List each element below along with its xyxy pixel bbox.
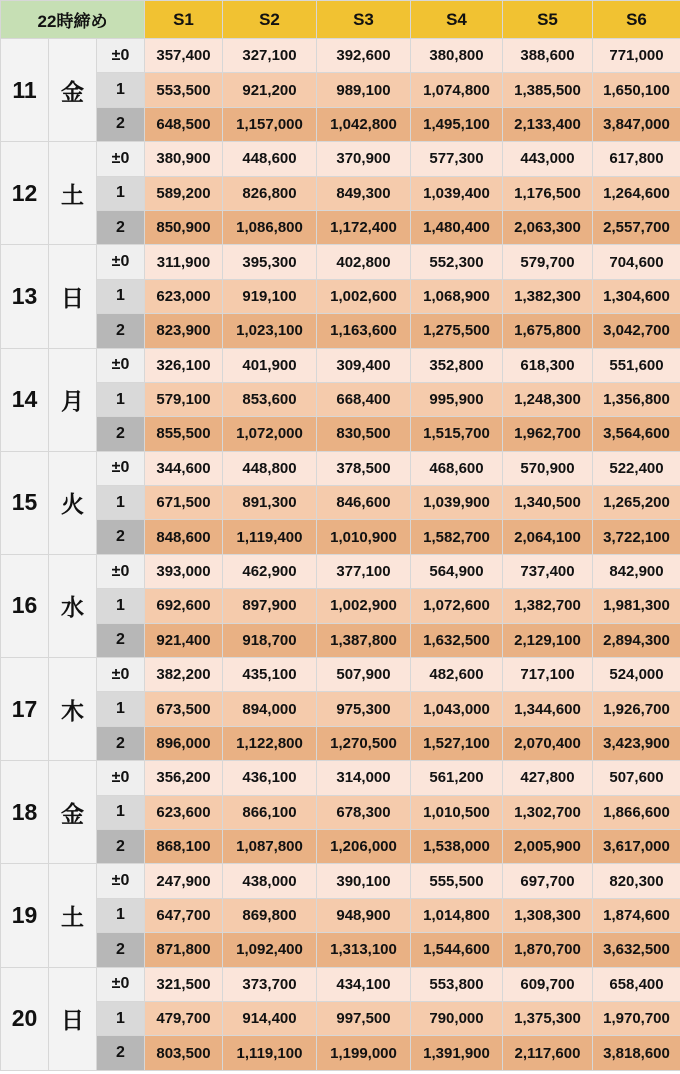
table-row (1, 864, 680, 898)
value-cell: 997,500 (317, 1001, 411, 1035)
day-of-week: 火 (49, 451, 97, 554)
level-label: 2 (97, 933, 145, 967)
value-cell: 894,000 (223, 692, 317, 726)
table-row (1, 382, 680, 416)
value-cell: 1,265,200 (593, 486, 680, 520)
value-cell: 948,900 (317, 898, 411, 932)
value-cell: 2,894,300 (593, 623, 680, 657)
value-cell: 570,900 (503, 451, 593, 485)
level-label: ±0 (97, 554, 145, 588)
value-cell: 896,000 (145, 726, 223, 760)
value-cell: 1,962,700 (503, 417, 593, 451)
value-cell: 849,300 (317, 176, 411, 210)
level-label: 2 (97, 1036, 145, 1070)
column-header-s4: S4 (411, 1, 503, 39)
value-cell: 327,100 (223, 39, 317, 73)
value-cell: 919,100 (223, 279, 317, 313)
value-cell: 482,600 (411, 658, 503, 692)
value-cell: 373,700 (223, 967, 317, 1001)
value-cell: 3,847,000 (593, 107, 680, 141)
value-cell: 1,391,900 (411, 1036, 503, 1070)
value-cell: 553,500 (145, 73, 223, 107)
value-cell: 3,042,700 (593, 314, 680, 348)
column-header-s1: S1 (145, 1, 223, 39)
value-cell: 1,199,000 (317, 1036, 411, 1070)
value-cell: 1,275,500 (411, 314, 503, 348)
value-cell: 1,014,800 (411, 898, 503, 932)
value-cell: 552,300 (411, 245, 503, 279)
day-number: 19 (1, 864, 49, 967)
level-label: 1 (97, 589, 145, 623)
table-row (1, 176, 680, 210)
level-label: 2 (97, 623, 145, 657)
value-cell: 314,000 (317, 761, 411, 795)
value-cell: 1,122,800 (223, 726, 317, 760)
level-label: 2 (97, 520, 145, 554)
table-row (1, 967, 680, 1001)
value-cell: 401,900 (223, 348, 317, 382)
value-cell: 1,495,100 (411, 107, 503, 141)
level-label: 1 (97, 73, 145, 107)
value-cell: 826,800 (223, 176, 317, 210)
value-cell: 771,000 (593, 39, 680, 73)
value-cell: 1,582,700 (411, 520, 503, 554)
value-cell: 1,002,900 (317, 589, 411, 623)
value-cell: 443,000 (503, 142, 593, 176)
value-cell: 921,400 (145, 623, 223, 657)
table-row (1, 107, 680, 141)
value-cell: 891,300 (223, 486, 317, 520)
value-cell: 1,172,400 (317, 210, 411, 244)
value-cell: 704,600 (593, 245, 680, 279)
value-cell: 1,970,700 (593, 1001, 680, 1035)
value-cell: 866,100 (223, 795, 317, 829)
value-cell: 1,313,100 (317, 933, 411, 967)
day-of-week: 土 (49, 142, 97, 245)
level-label: 2 (97, 829, 145, 863)
table-row (1, 658, 680, 692)
value-cell: 357,400 (145, 39, 223, 73)
table-row (1, 73, 680, 107)
value-cell: 555,500 (411, 864, 503, 898)
value-cell: 918,700 (223, 623, 317, 657)
day-number: 11 (1, 39, 49, 142)
table-row (1, 726, 680, 760)
value-cell: 1,176,500 (503, 176, 593, 210)
value-cell: 427,800 (503, 761, 593, 795)
value-cell: 868,100 (145, 829, 223, 863)
value-cell: 1,340,500 (503, 486, 593, 520)
value-cell: 1,248,300 (503, 382, 593, 416)
value-cell: 1,092,400 (223, 933, 317, 967)
value-cell: 618,300 (503, 348, 593, 382)
value-cell: 1,074,800 (411, 73, 503, 107)
value-cell: 823,900 (145, 314, 223, 348)
value-cell: 1,870,700 (503, 933, 593, 967)
day-number: 13 (1, 245, 49, 348)
value-cell: 553,800 (411, 967, 503, 1001)
value-cell: 434,100 (317, 967, 411, 1001)
value-cell: 448,800 (223, 451, 317, 485)
value-cell: 850,900 (145, 210, 223, 244)
level-label: 2 (97, 314, 145, 348)
value-cell: 609,700 (503, 967, 593, 1001)
value-cell: 803,500 (145, 1036, 223, 1070)
value-cell: 479,700 (145, 1001, 223, 1035)
table-row (1, 589, 680, 623)
column-header-s5: S5 (503, 1, 593, 39)
value-cell: 1,527,100 (411, 726, 503, 760)
level-label: 1 (97, 176, 145, 210)
column-header-s6: S6 (593, 1, 680, 39)
table-row (1, 279, 680, 313)
value-cell: 1,119,100 (223, 1036, 317, 1070)
value-cell: 1,163,600 (317, 314, 411, 348)
day-of-week: 金 (49, 761, 97, 864)
value-cell: 855,500 (145, 417, 223, 451)
value-cell: 869,800 (223, 898, 317, 932)
value-cell: 2,063,300 (503, 210, 593, 244)
value-cell: 2,064,100 (503, 520, 593, 554)
value-cell: 390,100 (317, 864, 411, 898)
level-label: ±0 (97, 451, 145, 485)
level-label: 1 (97, 486, 145, 520)
day-of-week: 水 (49, 554, 97, 657)
value-cell: 561,200 (411, 761, 503, 795)
table-row (1, 348, 680, 382)
value-cell: 921,200 (223, 73, 317, 107)
value-cell: 1,344,600 (503, 692, 593, 726)
value-cell: 1,874,600 (593, 898, 680, 932)
value-cell: 623,600 (145, 795, 223, 829)
value-cell: 1,010,900 (317, 520, 411, 554)
value-cell: 378,500 (317, 451, 411, 485)
value-cell: 380,800 (411, 39, 503, 73)
header-row (1, 1, 680, 39)
value-cell: 617,800 (593, 142, 680, 176)
value-cell: 678,300 (317, 795, 411, 829)
value-cell: 671,500 (145, 486, 223, 520)
value-cell: 1,650,100 (593, 73, 680, 107)
value-cell: 579,100 (145, 382, 223, 416)
table-row (1, 795, 680, 829)
value-cell: 3,722,100 (593, 520, 680, 554)
value-cell: 436,100 (223, 761, 317, 795)
level-label: 1 (97, 382, 145, 416)
value-cell: 352,800 (411, 348, 503, 382)
value-cell: 3,564,600 (593, 417, 680, 451)
value-cell: 1,087,800 (223, 829, 317, 863)
value-cell: 551,600 (593, 348, 680, 382)
level-label: 1 (97, 898, 145, 932)
column-header-s2: S2 (223, 1, 317, 39)
table-row (1, 761, 680, 795)
value-cell: 311,900 (145, 245, 223, 279)
value-cell: 507,900 (317, 658, 411, 692)
value-cell: 247,900 (145, 864, 223, 898)
value-cell: 1,382,700 (503, 589, 593, 623)
value-cell: 995,900 (411, 382, 503, 416)
value-cell: 871,800 (145, 933, 223, 967)
day-number: 16 (1, 554, 49, 657)
value-cell: 388,600 (503, 39, 593, 73)
table-row (1, 245, 680, 279)
value-cell: 524,000 (593, 658, 680, 692)
value-cell: 2,117,600 (503, 1036, 593, 1070)
day-number: 12 (1, 142, 49, 245)
level-label: ±0 (97, 39, 145, 73)
column-header-s3: S3 (317, 1, 411, 39)
value-cell: 1,538,000 (411, 829, 503, 863)
table-row (1, 417, 680, 451)
value-cell: 1,270,500 (317, 726, 411, 760)
table-row (1, 486, 680, 520)
value-cell: 2,557,700 (593, 210, 680, 244)
value-cell: 1,086,800 (223, 210, 317, 244)
value-cell: 897,900 (223, 589, 317, 623)
table-row (1, 314, 680, 348)
value-cell: 1,206,000 (317, 829, 411, 863)
value-cell: 393,000 (145, 554, 223, 588)
value-cell: 377,100 (317, 554, 411, 588)
value-cell: 673,500 (145, 692, 223, 726)
value-cell: 589,200 (145, 176, 223, 210)
value-cell: 438,000 (223, 864, 317, 898)
value-cell: 2,070,400 (503, 726, 593, 760)
level-label: 2 (97, 726, 145, 760)
value-cell: 1,304,600 (593, 279, 680, 313)
day-of-week: 日 (49, 967, 97, 1070)
level-label: ±0 (97, 245, 145, 279)
value-cell: 1,926,700 (593, 692, 680, 726)
level-label: 1 (97, 692, 145, 726)
value-cell: 989,100 (317, 73, 411, 107)
level-label: 1 (97, 279, 145, 313)
value-cell: 1,264,600 (593, 176, 680, 210)
table-row (1, 1036, 680, 1070)
value-cell: 1,480,400 (411, 210, 503, 244)
value-cell: 3,818,600 (593, 1036, 680, 1070)
value-cell: 2,129,100 (503, 623, 593, 657)
value-cell: 3,632,500 (593, 933, 680, 967)
value-cell: 848,600 (145, 520, 223, 554)
value-cell: 3,617,000 (593, 829, 680, 863)
table-row (1, 210, 680, 244)
value-cell: 1,981,300 (593, 589, 680, 623)
value-cell: 1,675,800 (503, 314, 593, 348)
value-cell: 1,632,500 (411, 623, 503, 657)
value-cell: 309,400 (317, 348, 411, 382)
value-cell: 1,072,600 (411, 589, 503, 623)
table-row (1, 933, 680, 967)
value-cell: 914,400 (223, 1001, 317, 1035)
table-row (1, 692, 680, 726)
value-cell: 435,100 (223, 658, 317, 692)
value-cell: 830,500 (317, 417, 411, 451)
value-cell: 1,866,600 (593, 795, 680, 829)
value-cell: 356,200 (145, 761, 223, 795)
day-of-week: 金 (49, 39, 97, 142)
value-cell: 1,302,700 (503, 795, 593, 829)
value-cell: 321,500 (145, 967, 223, 1001)
day-of-week: 日 (49, 245, 97, 348)
value-cell: 370,900 (317, 142, 411, 176)
day-number: 18 (1, 761, 49, 864)
value-cell: 468,600 (411, 451, 503, 485)
level-label: ±0 (97, 967, 145, 1001)
level-label: ±0 (97, 142, 145, 176)
value-cell: 975,300 (317, 692, 411, 726)
day-number: 15 (1, 451, 49, 554)
level-label: ±0 (97, 864, 145, 898)
value-cell: 2,133,400 (503, 107, 593, 141)
value-cell: 1,375,300 (503, 1001, 593, 1035)
value-cell: 1,385,500 (503, 73, 593, 107)
value-cell: 1,042,800 (317, 107, 411, 141)
day-number: 20 (1, 967, 49, 1070)
value-cell: 1,157,000 (223, 107, 317, 141)
value-cell: 717,100 (503, 658, 593, 692)
day-of-week: 月 (49, 348, 97, 451)
table-row (1, 39, 680, 73)
value-cell: 1,387,800 (317, 623, 411, 657)
level-label: 2 (97, 210, 145, 244)
value-cell: 344,600 (145, 451, 223, 485)
value-cell: 380,900 (145, 142, 223, 176)
table-row (1, 554, 680, 588)
value-cell: 1,072,000 (223, 417, 317, 451)
level-label: 1 (97, 795, 145, 829)
value-cell: 1,544,600 (411, 933, 503, 967)
value-cell: 564,900 (411, 554, 503, 588)
table-row (1, 623, 680, 657)
value-cell: 577,300 (411, 142, 503, 176)
day-of-week: 土 (49, 864, 97, 967)
value-cell: 692,600 (145, 589, 223, 623)
day-number: 14 (1, 348, 49, 451)
table-row (1, 1001, 680, 1035)
day-number: 17 (1, 658, 49, 761)
value-cell: 1,356,800 (593, 382, 680, 416)
value-cell: 2,005,900 (503, 829, 593, 863)
value-cell: 1,068,900 (411, 279, 503, 313)
value-cell: 737,400 (503, 554, 593, 588)
value-cell: 402,800 (317, 245, 411, 279)
day-of-week: 木 (49, 658, 97, 761)
level-label: 2 (97, 107, 145, 141)
value-cell: 658,400 (593, 967, 680, 1001)
value-cell: 1,308,300 (503, 898, 593, 932)
value-cell: 1,039,900 (411, 486, 503, 520)
value-cell: 647,700 (145, 898, 223, 932)
level-label: ±0 (97, 761, 145, 795)
value-cell: 395,300 (223, 245, 317, 279)
level-label: ±0 (97, 348, 145, 382)
table-row (1, 142, 680, 176)
value-cell: 1,039,400 (411, 176, 503, 210)
value-cell: 1,382,300 (503, 279, 593, 313)
level-label: 2 (97, 417, 145, 451)
value-cell: 853,600 (223, 382, 317, 416)
value-cell: 392,600 (317, 39, 411, 73)
table-row (1, 898, 680, 932)
value-cell: 697,700 (503, 864, 593, 898)
value-cell: 668,400 (317, 382, 411, 416)
table-row (1, 829, 680, 863)
value-cell: 790,000 (411, 1001, 503, 1035)
table-row (1, 451, 680, 485)
level-label: 1 (97, 1001, 145, 1035)
value-cell: 448,600 (223, 142, 317, 176)
value-cell: 3,423,900 (593, 726, 680, 760)
value-cell: 842,900 (593, 554, 680, 588)
value-cell: 1,119,400 (223, 520, 317, 554)
value-cell: 382,200 (145, 658, 223, 692)
value-cell: 1,043,000 (411, 692, 503, 726)
value-cell: 648,500 (145, 107, 223, 141)
level-label: ±0 (97, 658, 145, 692)
value-cell: 1,010,500 (411, 795, 503, 829)
value-cell: 820,300 (593, 864, 680, 898)
value-cell: 326,100 (145, 348, 223, 382)
value-cell: 522,400 (593, 451, 680, 485)
table-row (1, 520, 680, 554)
value-cell: 1,515,700 (411, 417, 503, 451)
table-body (1, 39, 680, 1071)
value-cell: 1,002,600 (317, 279, 411, 313)
value-cell: 623,000 (145, 279, 223, 313)
value-cell: 579,700 (503, 245, 593, 279)
value-cell: 1,023,100 (223, 314, 317, 348)
corner-header: 22時締め (1, 1, 145, 39)
value-cell: 846,600 (317, 486, 411, 520)
value-cell: 507,600 (593, 761, 680, 795)
value-cell: 462,900 (223, 554, 317, 588)
